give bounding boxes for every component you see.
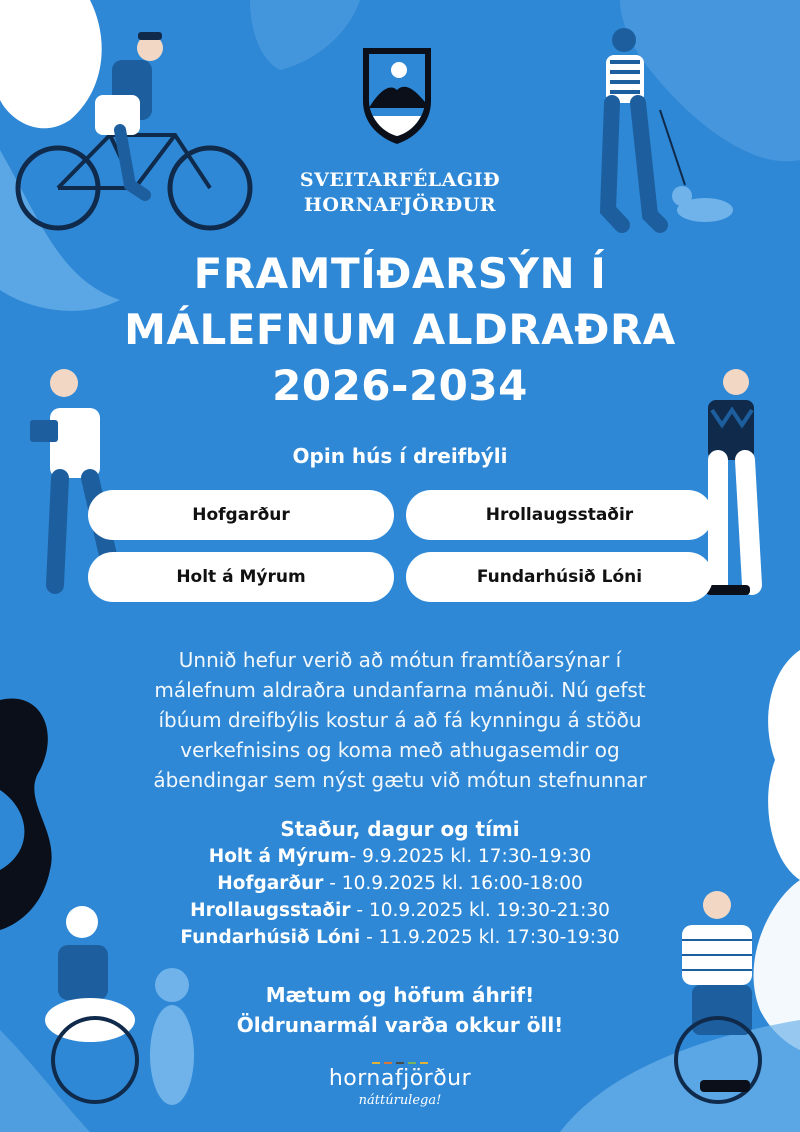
footer-logo [0, 1062, 800, 1108]
org-name [0, 168, 800, 218]
logo-color-stripes [0, 1062, 800, 1064]
schedule-time: - 10.9.2025 kl. 19:30-21:30 [350, 900, 610, 921]
schedule-time: - 10.9.2025 kl. 16:00-18:00 [323, 873, 583, 894]
footer-tagline: náttúrulega! [358, 1093, 442, 1108]
intro-line: íbúum dreifbýlis kostur á að fá kynningu á stöðu [158, 708, 642, 732]
municipal-crest-logo [359, 46, 435, 146]
closing-line-2: Öldrunarmál varða okkur öll! [236, 1013, 564, 1037]
org-name-line-1: SVEITARFÉLAGIÐ [299, 169, 501, 191]
schedule-row [0, 870, 800, 897]
intro-paragraph [0, 645, 800, 795]
schedule-place: Hofgarður [217, 873, 324, 894]
schedule-place: Fundarhúsið Lóni [180, 927, 361, 948]
schedule [0, 815, 800, 951]
page-title [0, 246, 800, 414]
location-pill-holt: Holt á Mýrum [88, 552, 394, 602]
title-line-3: 2026-2034 [272, 361, 528, 410]
intro-line: verkefnisins og koma með athugasemdir og [180, 738, 620, 762]
location-pill-fundarhusid: Fundarhúsið Lóni [406, 552, 713, 602]
schedule-row [0, 843, 800, 870]
title-line-2: MÁLEFNUM ALDRAÐRA [124, 305, 676, 354]
schedule-place: Hrollaugsstaðir [190, 900, 351, 921]
title-line-1: FRAMTÍÐARSÝN Í [193, 249, 607, 298]
intro-line: málefnum aldraðra undanfarna mánuði. Nú gefst [154, 678, 646, 702]
location-pill-hofgardur: Hofgarður [88, 490, 394, 540]
location-pill-hrollaugsstadir: Hrollaugsstaðir [406, 490, 713, 540]
closing-line-1: Mætum og höfum áhrif! [265, 983, 535, 1007]
schedule-row [0, 897, 800, 924]
schedule-row [0, 924, 800, 951]
schedule-time: - 11.9.2025 kl. 17:30-19:30 [360, 927, 620, 948]
schedule-heading: Staður, dagur og tími [280, 817, 520, 841]
schedule-place: Holt á Mýrum [208, 846, 350, 867]
footer-brand: hornafjörður [328, 1066, 472, 1091]
intro-line: ábendingar sem nýst gætu við mótun stefnunnar [153, 768, 647, 792]
closing-message [0, 980, 800, 1040]
org-name-line-2: HORNAFJÖRÐUR [303, 194, 497, 216]
subtitle: Opin hús í dreifbýli [292, 444, 508, 468]
intro-line: Unnið hefur verið að mótun framtíðarsýnar í [178, 648, 622, 672]
schedule-time: - 9.9.2025 kl. 17:30-19:30 [349, 846, 592, 867]
